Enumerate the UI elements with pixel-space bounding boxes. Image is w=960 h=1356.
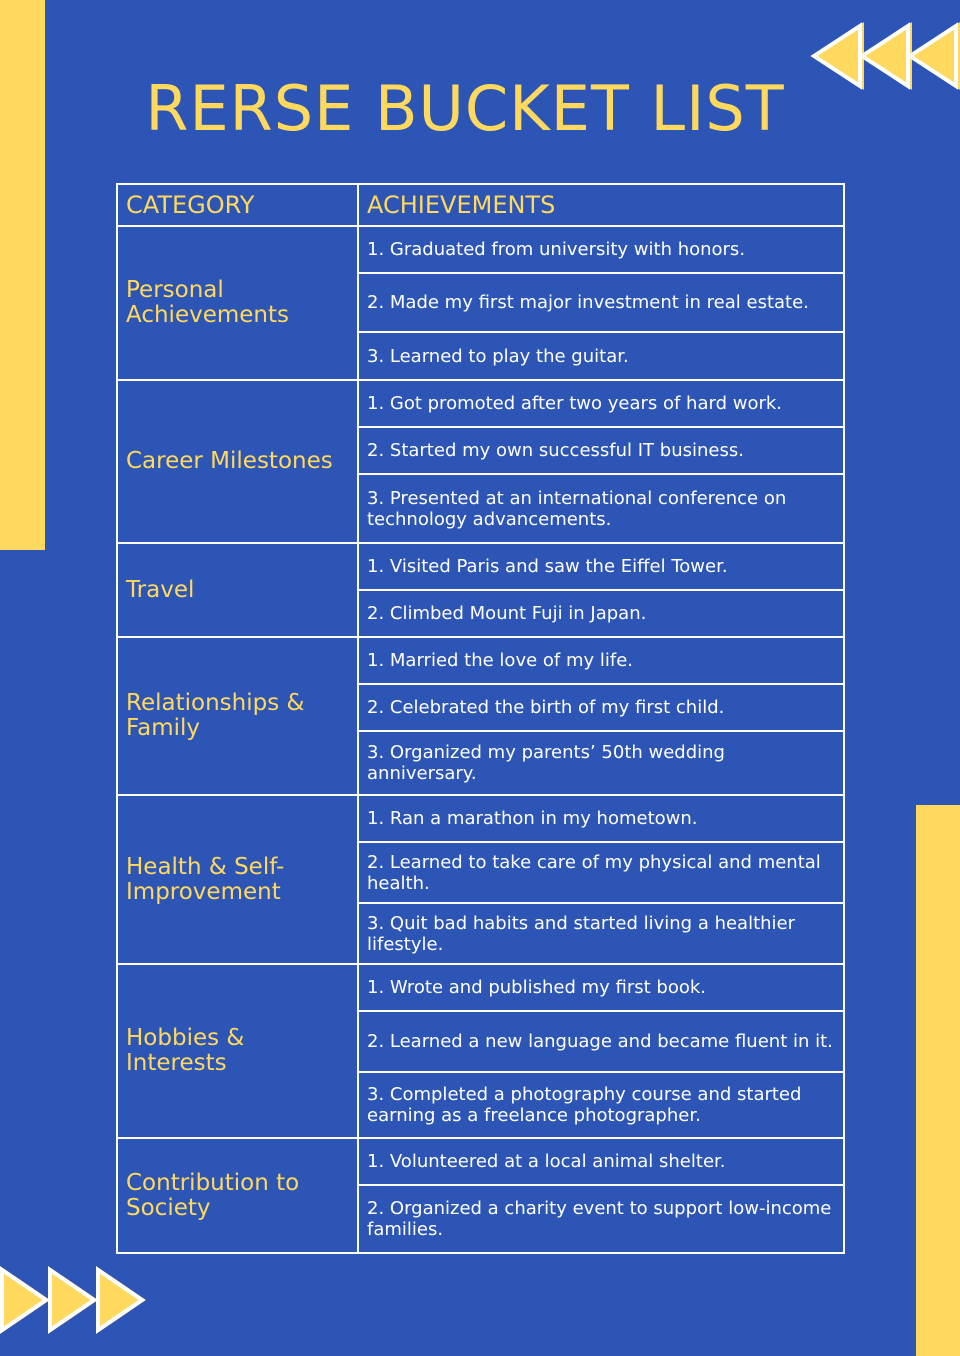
table-row [117, 380, 844, 427]
achievement-item: 3. Organized my parents’ 50th wedding anniversary. [358, 731, 844, 795]
table-row [117, 637, 844, 684]
achievement-item: 1. Married the love of my life. [358, 637, 844, 684]
category-header: CATEGORY [117, 184, 358, 226]
category-hobbies-interests: Hobbies & Interests [117, 964, 358, 1138]
table-row [117, 964, 844, 1011]
bucket-list-table [116, 183, 845, 1254]
achievement-item: 1. Visited Paris and saw the Eiffel Tower. [358, 543, 844, 590]
right-accent-bar [916, 805, 960, 1356]
achievement-item: 1. Volunteered at a local animal shelter. [358, 1138, 844, 1185]
category-career-milestones: Career Milestones [117, 380, 358, 543]
triangles-decoration-icon [0, 1262, 150, 1338]
achievement-item: 1. Ran a marathon in my hometown. [358, 795, 844, 842]
achievement-item: 3. Quit bad habits and started living a healthier lifestyle. [358, 903, 844, 964]
achievements-header: ACHIEVEMENTS [358, 184, 844, 226]
achievement-item: 2. Climbed Mount Fuji in Japan. [358, 590, 844, 637]
table-row [117, 543, 844, 590]
achievement-item: 2. Learned a new language and became fluent in it. [358, 1011, 844, 1072]
category-health-self-improvement: Health & Self-Improvement [117, 795, 358, 964]
table-header-row [117, 184, 844, 226]
achievement-item: 2. Learned to take care of my physical and mental health. [358, 842, 844, 903]
achievement-item: 2. Made my first major investment in real estate. [358, 273, 844, 332]
table-row [117, 226, 844, 273]
achievement-item: 1. Got promoted after two years of hard work. [358, 380, 844, 427]
achievement-item: 2. Organized a charity event to support low-income families. [358, 1185, 844, 1253]
achievement-item: 3. Presented at an international conference on technology advancements. [358, 474, 844, 543]
achievement-item: 3. Completed a photography course and started earning as a freelance photographer. [358, 1072, 844, 1138]
achievement-item: 2. Started my own successful IT business. [358, 427, 844, 474]
category-contribution-society: Contribution to Society [117, 1138, 358, 1253]
achievement-item: 1. Wrote and published my first book. [358, 964, 844, 1011]
table-row [117, 795, 844, 842]
achievement-item: 1. Graduated from university with honors. [358, 226, 844, 273]
achievement-item: 2. Celebrated the birth of my first child. [358, 684, 844, 731]
category-travel: Travel [117, 543, 358, 637]
achievement-item: 3. Learned to play the guitar. [358, 332, 844, 380]
category-personal-achievements: Personal Achievements [117, 226, 358, 380]
table-row [117, 1138, 844, 1185]
category-relationships-family: Relationships & Family [117, 637, 358, 795]
page-title: RERSE BUCKET LIST [145, 72, 785, 145]
